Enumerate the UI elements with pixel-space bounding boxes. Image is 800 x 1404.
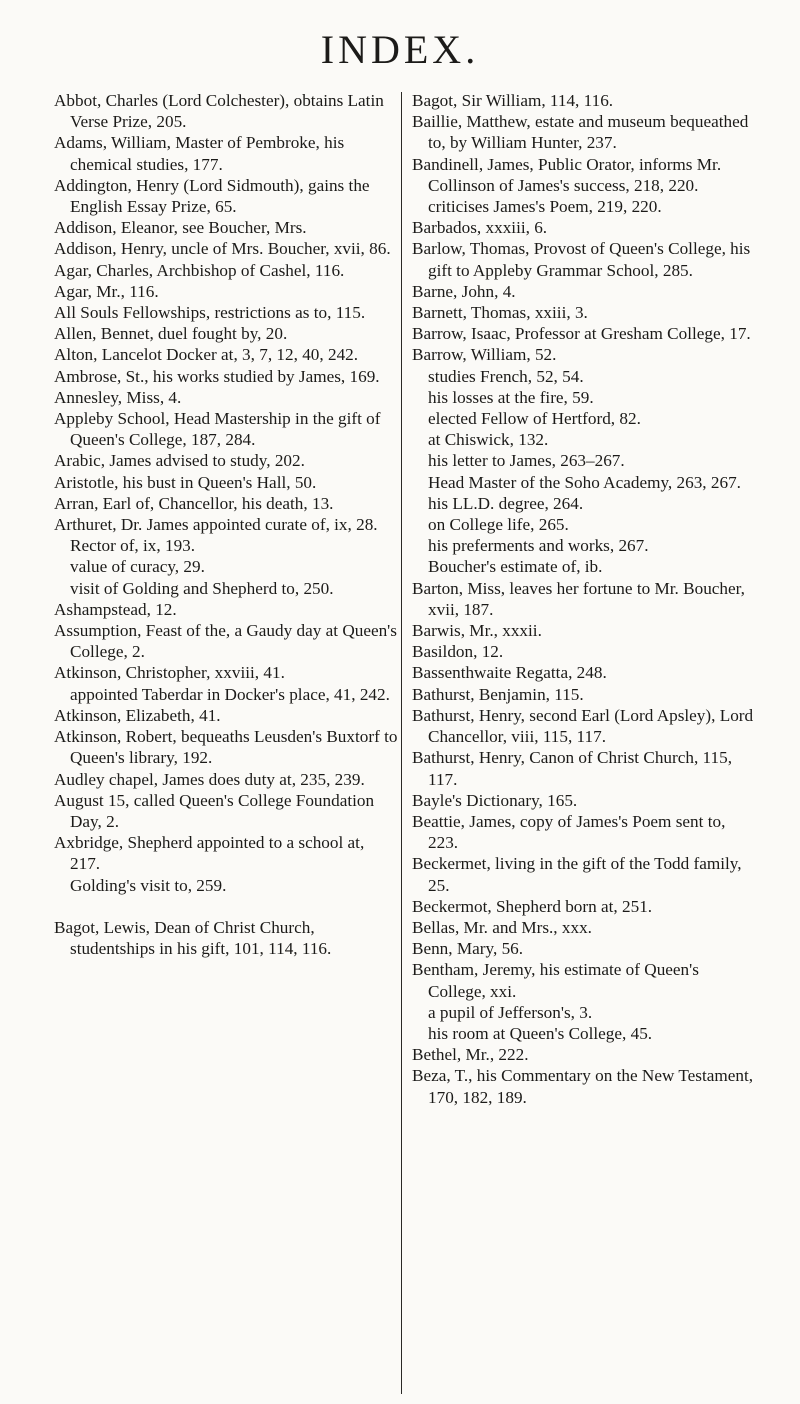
index-entry: Barnett, Thomas, xxiii, 3. xyxy=(412,303,588,323)
index-subentry: appointed Taberdar in Docker's place, 41, 242. xyxy=(70,684,390,704)
index-entry: Arthuret, Dr. James appointed curate of, ix, 28. xyxy=(54,515,378,535)
index-entry: Baillie, Matthew, estate and museum bequeathed to, by William Hunter, 237. xyxy=(412,112,749,153)
index-entry: Alton, Lancelot Docker at, 3, 7, 12, 40, 242. xyxy=(54,345,359,365)
index-entry: Beattie, James, copy of James's Poem sent to, 223. xyxy=(412,811,726,853)
index-entry: Appleby School, Head Mastership in the gift of Queen's College, 187, 284. xyxy=(54,409,381,450)
index-subentry: on College life, 265. xyxy=(428,515,569,535)
index-entry: Adams, William, Master of Pembroke, his chemical studies, 177. xyxy=(54,133,345,174)
index-entry: Barbados, xxxiii, 6. xyxy=(412,218,548,238)
index-subentry: criticises James's Poem, 219, 220. xyxy=(428,197,662,217)
index-subentry: Head Master of the Soho Academy, 263, 267. xyxy=(428,472,741,492)
index-entry: Addison, Eleanor, see Boucher, Mrs. xyxy=(54,218,307,238)
index-subentry: Golding's visit to, 259. xyxy=(70,875,227,895)
index-entry: Atkinson, Christopher, xxviii, 41. xyxy=(54,663,285,683)
index-entry: Beckermet, living in the gift of the Todd family, 25. xyxy=(412,854,742,895)
index-entry: Basildon, 12. xyxy=(412,642,504,662)
index-entry: Barne, John, 4. xyxy=(412,281,516,301)
index-entry: Barrow, William, 52. xyxy=(412,345,557,365)
index-subentry: at Chiswick, 132. xyxy=(428,430,549,450)
index-entry: Beckermot, Shepherd born at, 251. xyxy=(412,896,653,916)
index-subentry: his losses at the fire, 59. xyxy=(428,387,594,407)
index-entry: Bassenthwaite Regatta, 248. xyxy=(412,663,607,683)
index-entry: Addington, Henry (Lord Sidmouth), gains the English Essay Prize, 65. xyxy=(54,175,370,217)
index-entry: August 15, called Queen's College Foundation Day, 2. xyxy=(54,790,375,831)
index-entry: Barrow, Isaac, Professor at Gresham College, 17. xyxy=(412,324,751,344)
index-entry: Annesley, Miss, 4. xyxy=(54,387,182,407)
page-title: INDEX. xyxy=(320,27,480,72)
index-entry: Ashampstead, 12. xyxy=(54,599,177,619)
index-column-left xyxy=(54,90,398,959)
index-entry: Axbridge, Shepherd appointed to a school at, 217. xyxy=(54,833,365,874)
index-subentry: value of curacy, 29. xyxy=(70,557,205,577)
index-column-right xyxy=(412,90,756,1108)
index-entry: Benn, Mary, 56. xyxy=(412,939,524,959)
index-entry: Bagot, Lewis, Dean of Christ Church, studentships in his gift, 101, 114, 116. xyxy=(54,917,332,958)
index-entry: Barlow, Thomas, Provost of Queen's College, his gift to Appleby Grammar School, 285. xyxy=(412,239,751,280)
index-entry: Bellas, Mr. and Mrs., xxx. xyxy=(412,917,592,937)
index-entry: Abbot, Charles (Lord Colchester), obtains Latin Verse Prize, 205. xyxy=(54,91,384,132)
index-entry: Aristotle, his bust in Queen's Hall, 50. xyxy=(54,472,317,492)
index-entry: Bathurst, Benjamin, 115. xyxy=(412,684,584,704)
index-entry: Allen, Bennet, duel fought by, 20. xyxy=(54,324,288,344)
index-subentry: his LL.D. degree, 264. xyxy=(428,493,584,513)
index-entry: Atkinson, Robert, bequeaths Leusden's Buxtorf to Queen's library, 192. xyxy=(54,727,398,768)
index-subentry: studies French, 52, 54. xyxy=(428,366,584,386)
index-subentry: Rector of, ix, 193. xyxy=(70,536,196,556)
index-entry: Assumption, Feast of the, a Gaudy day at Queen's College, 2. xyxy=(54,621,397,662)
index-entry: Audley chapel, James does duty at, 235, 239. xyxy=(54,769,365,789)
index-entry: Atkinson, Elizabeth, 41. xyxy=(54,705,221,725)
index-entry: Barton, Miss, leaves her fortune to Mr. Boucher, xvii, 187. xyxy=(412,578,745,619)
index-entry: Addison, Henry, uncle of Mrs. Boucher, xvii, 86. xyxy=(54,239,391,259)
index-subentry: his room at Queen's College, 45. xyxy=(428,1023,653,1043)
index-subentry: elected Fellow of Hertford, 82. xyxy=(428,409,641,429)
index-entry: Ambrose, St., his works studied by James, 169. xyxy=(54,366,380,386)
index-subentry: a pupil of Jefferson's, 3. xyxy=(428,1002,593,1022)
index-entry: Bayle's Dictionary, 165. xyxy=(412,790,578,810)
index-entry: Bathurst, Henry, second Earl (Lord Apsley), Lord Chancellor, viii, 115, 117. xyxy=(412,705,754,747)
index-entry: Barwis, Mr., xxxii. xyxy=(412,621,542,641)
index-subentry: Boucher's estimate of, ib. xyxy=(428,557,603,577)
index-entry: Bagot, Sir William, 114, 116. xyxy=(412,91,614,110)
index-entry: Arran, Earl of, Chancellor, his death, 13. xyxy=(54,493,334,513)
index-subentry: visit of Golding and Shepherd to, 250. xyxy=(70,578,334,598)
index-entry: Agar, Charles, Archbishop of Cashel, 116. xyxy=(54,260,345,280)
index-entry: Bethel, Mr., 222. xyxy=(412,1045,529,1065)
index-entry: Beza, T., his Commentary on the New Testament, 170, 182, 189. xyxy=(412,1066,754,1107)
index-entry: Agar, Mr., 116. xyxy=(54,281,159,301)
index-entry: Bathurst, Henry, Canon of Christ Church, 115, 117. xyxy=(412,748,732,789)
index-entry: Arabic, James advised to study, 202. xyxy=(54,451,305,471)
index-subentry: his letter to James, 263–267. xyxy=(428,451,625,471)
index-entry: Bandinell, James, Public Orator, informs Mr. Collinson of James's success, 218, 220. xyxy=(412,154,722,195)
index-entry: Bentham, Jeremy, his estimate of Queen's College, xxi. xyxy=(412,960,699,1001)
index-entry: All Souls Fellowships, restrictions as to, 115. xyxy=(54,303,366,323)
index-subentry: his preferments and works, 267. xyxy=(428,536,649,556)
column-divider xyxy=(401,92,402,1394)
